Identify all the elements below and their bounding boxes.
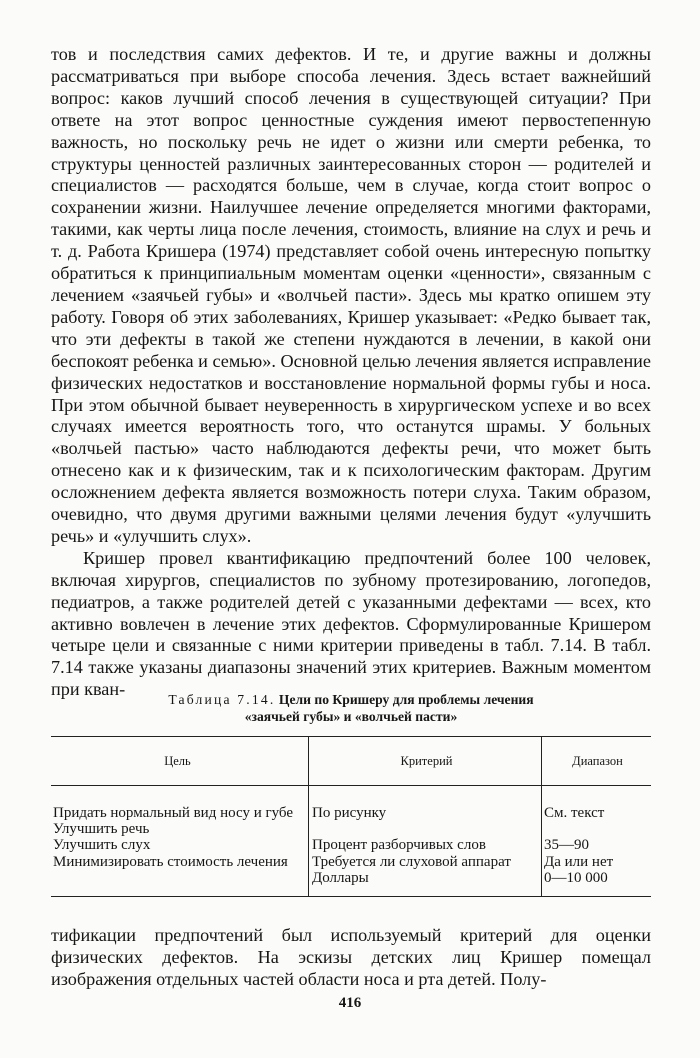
paragraph-1: тов и последствия самих дефектов. И те, и другие важны и должны рассматриваться при выборе способа лечения. Здесь встает важнейший вопрос: каков лучший способ лечения в существующей ситуации? При ответе на этот вопрос ценностные суждения имеют первостепенную важность, но поскольку речь не идет о жизни или смерти ребенка, то структуры ценностей различных заинтересованных сторон — родителей и специалистов — расходятся больше, чем в случае, когда стоит вопрос о сохранении жизни. Наилучшее лечение определяется многими факторами, такими, как черты лица после лечения, стоимость, влияние на слух и речь и т. д. Работа Кришера (1974) представляет собой очень интересную попытку обратиться к принципиальным моментам оценки «ценности», связанным с лечением «заячьей губы» и «волчьей пасти». Здесь мы кратко опишем эту работу. Говоря об этих заболеваниях, Кришер указывает: «Редко бывает так, что эти дефекты в такой же степени нуждаются в лечении, в какой они беспокоят ребенка и семью». Основной целью лечения является исправление физических недостатков и восстановление нормальной формы губы и носа. При этом обычной бывает неуверенность в хирургическом успехе и во всех случаях имеется вероятность того, что останутся шрамы. У больных «волчьей пастью» часто наблюдаются дефекты речи, что может быть отнесено как и к физическим, так и к психологическим факторам. Другим осложнением дефекта является возможность потери слуха. Таким образом, очевидно, что двумя другими важными целями лечения будут «улучшить речь» и «улучшить слух».	[51, 44, 651, 546]
criterion-cell: Доллары	[312, 869, 369, 886]
body-text-bottom	[51, 925, 651, 991]
goal-cell: Придать нормальный вид носу и губе	[53, 805, 294, 821]
paragraph-3: тификации предпочтений был используемый критерий для оценки физических дефектов. На эскизы детских лиц Кришер помещал изображения отдельных частей области носа и рта детей. Полу-	[51, 925, 651, 989]
goal-cell: Улучшить речь	[53, 821, 150, 838]
table-title-line-1: Цели по Кришеру для проблемы лечения	[278, 692, 534, 707]
table-title-line-2: «заячьей губы» и «волчьей пасти»	[244, 709, 458, 724]
range-spacer	[544, 821, 650, 837]
table-label: Таблица 7.14.	[168, 692, 276, 707]
table-caption	[51, 691, 651, 725]
header-goal: Цель	[51, 737, 309, 786]
range-cell: См. текст	[544, 805, 605, 821]
criterion-cell: По рисунку	[312, 805, 387, 821]
range-column	[542, 786, 652, 897]
paragraph-2: Кришер провел квантификацию предпочтений более 100 человек, включая хирургов, специалистов по зубному протезированию, логопедов, педиатров, а также родителей детей с указанными дефектами — всех, кто активно вовлечен в лечение этих дефектов. Сформулированные Кришером четыре цели и связанные с ними критерии приведены в табл. 7.14. В табл. 7.14 также указаны диапазоны значений этих критериев. Важным моментом при кван-	[51, 547, 651, 700]
page-number: 416	[338, 995, 362, 1011]
criterion-column	[309, 786, 542, 897]
range-cell: 35—90	[544, 837, 589, 854]
table-header-row	[51, 737, 651, 786]
criterion-cell: Требуется ли слуховой аппарат	[312, 853, 511, 870]
goal-cell: Улучшить слух	[53, 837, 151, 854]
criterion-spacer	[312, 821, 540, 837]
criterion-cell: Процент разборчивых слов	[312, 837, 486, 854]
goal-column	[51, 786, 309, 897]
header-range: Диапазон	[542, 737, 652, 786]
range-cell: 0—10 000	[544, 869, 608, 886]
goals-table	[51, 736, 651, 897]
table-body-row	[51, 786, 651, 897]
header-criterion: Критерий	[309, 737, 542, 786]
range-cell: Да или нет	[544, 853, 614, 870]
body-text-top	[51, 44, 651, 701]
goal-cell: Минимизировать стоимость лечения	[53, 853, 288, 870]
